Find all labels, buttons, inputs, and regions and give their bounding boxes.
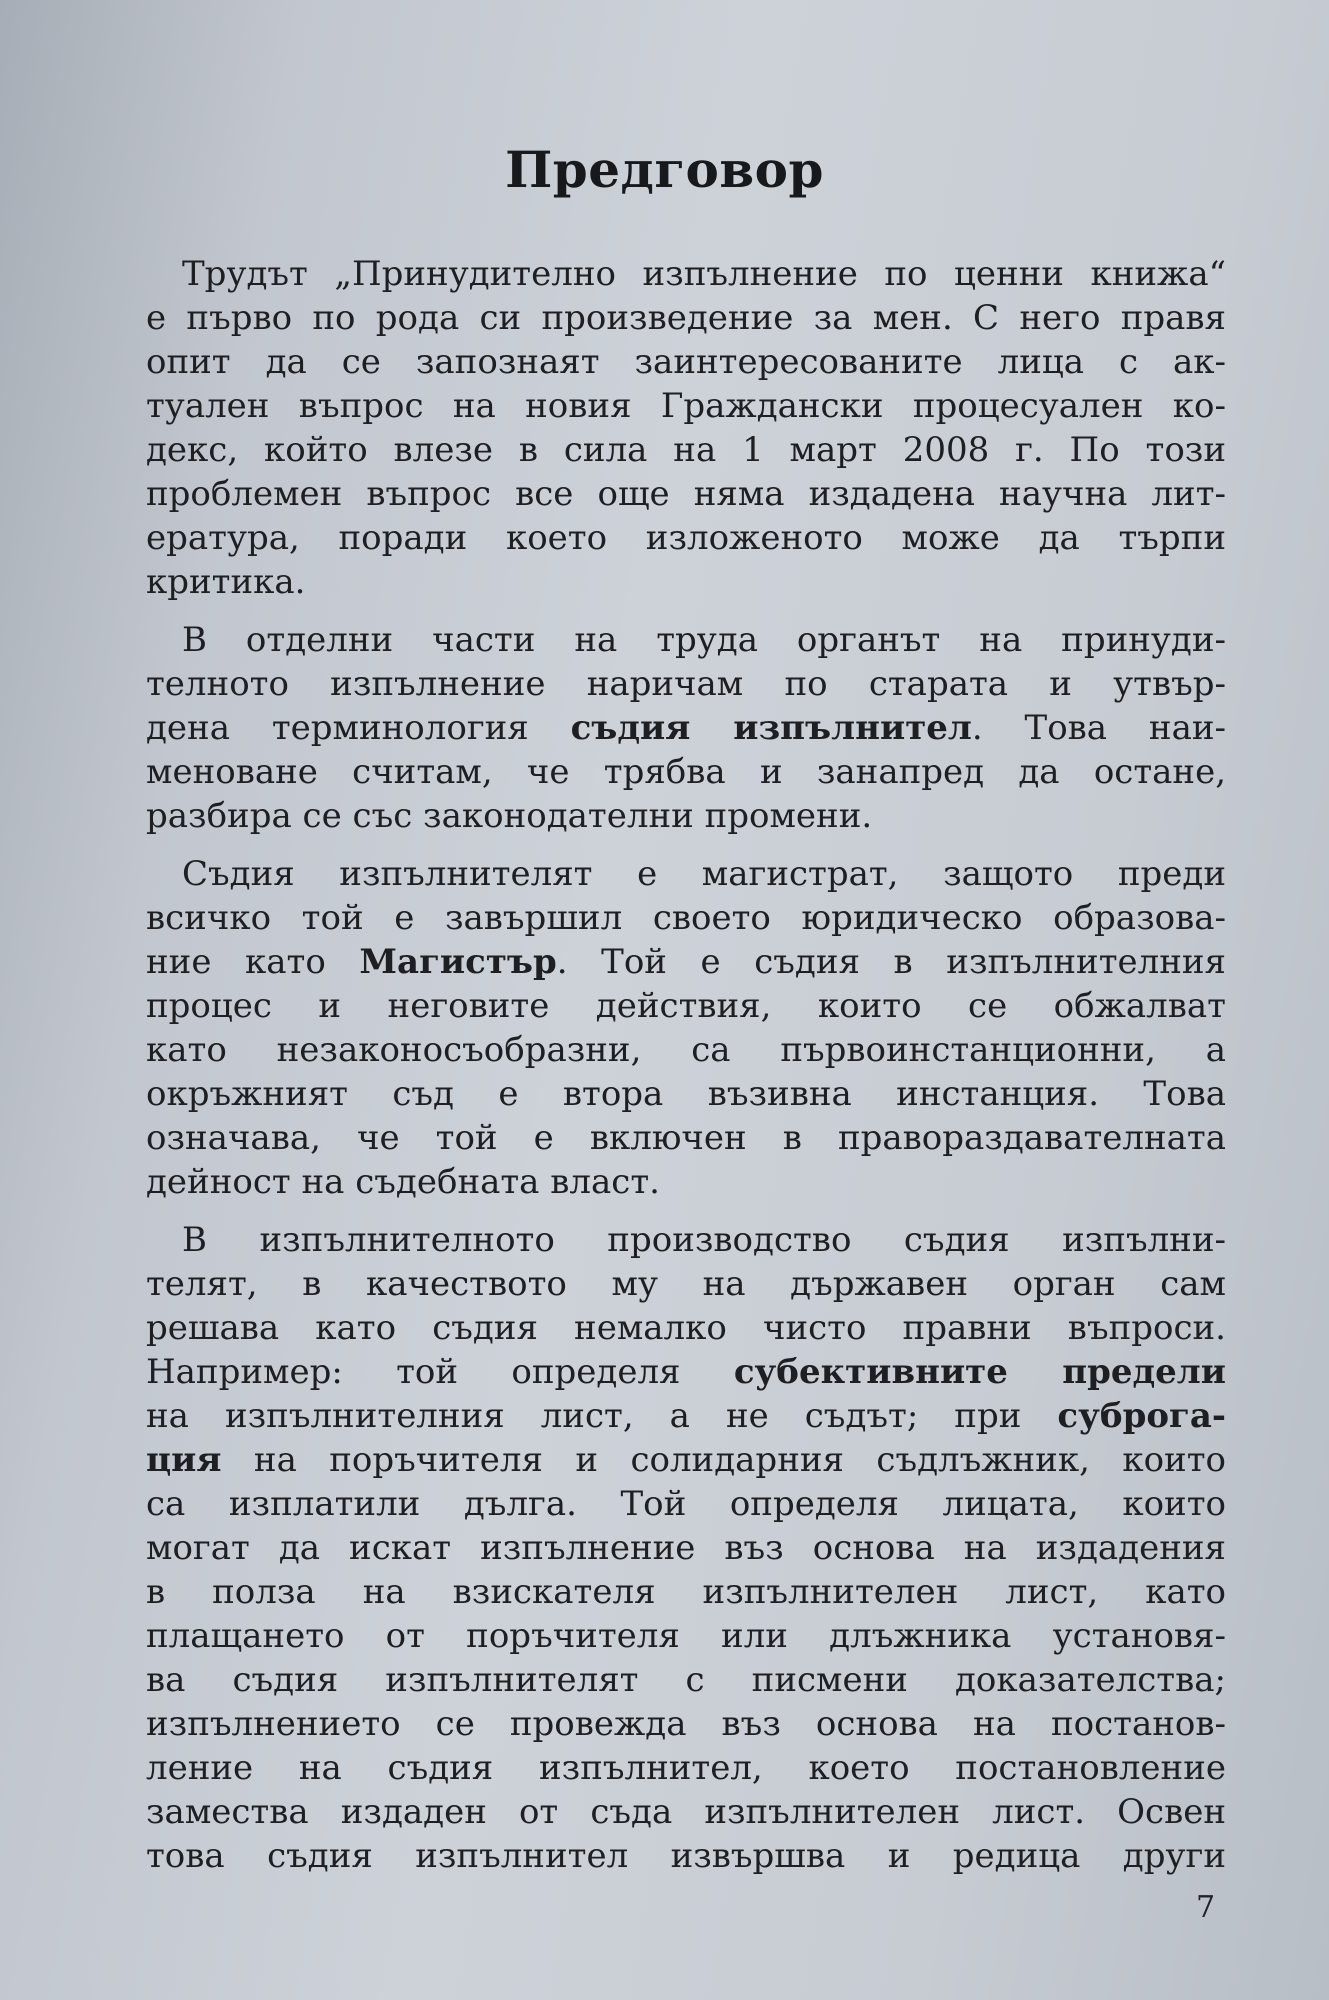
text-line: декс, който влезе в сила на 1 март 2008 г. По този — [146, 430, 1226, 470]
paragraph-3 — [146, 852, 1226, 1204]
text-line: е първо по рода си произведение за мен. С него правя — [146, 298, 1226, 338]
text-line: туален въпрос на новия Граждански процесуален ко- — [146, 386, 1226, 426]
text-line: разбира се със законодателни промени. — [146, 796, 873, 836]
page-title: Предговор — [505, 140, 824, 199]
text-line: телят, в качеството му на държавен орган сам — [146, 1264, 1226, 1304]
text-segment: на изпълнителния лист, а не съдът; при — [146, 1396, 1058, 1436]
text-line: Трудът „Принудително изпълнение по ценни книжа“ — [182, 254, 1226, 294]
text-line: В отделни части на труда органът на принуди- — [182, 620, 1226, 660]
text-line: решава като съдия немалко чисто правни въпроси. — [146, 1308, 1226, 1348]
text-line-mixed — [146, 1394, 1226, 1438]
body-text — [146, 252, 1226, 1878]
text-segment: . Това наи- — [971, 708, 1226, 748]
text-segment: . Той е съдия в изпълнителния — [556, 942, 1227, 982]
text-segment: Например: той определя — [146, 1352, 734, 1392]
text-line: плащането от поръчителя или длъжника установя- — [146, 1616, 1226, 1656]
paragraph-2 — [146, 618, 1226, 838]
text-line: меноване считам, че трябва и занапред да остане, — [146, 752, 1226, 792]
bold-term: суброга- — [1057, 1396, 1226, 1436]
text-line: могат да искат изпълнение въз основа на издадения — [146, 1528, 1226, 1568]
bold-term: субективните предели — [733, 1352, 1226, 1392]
text-line-mixed — [146, 940, 1226, 984]
text-segment: ние като — [146, 942, 360, 982]
bold-term: съдия изпълнител — [570, 708, 972, 748]
text-line: критика. — [146, 562, 306, 602]
text-line-mixed — [146, 706, 1226, 750]
text-line: са изплатили дълга. Той определя лицата, които — [146, 1484, 1226, 1524]
text-segment: дена терминология — [146, 708, 571, 748]
text-line: окръжният съд е втора възивна инстанция. Това — [146, 1074, 1226, 1114]
text-line: проблемен въпрос все още няма издадена научна лит- — [146, 474, 1226, 514]
text-segment: на поръчителя и солидарния съдлъжник, които — [221, 1440, 1226, 1480]
text-line: в полза на взискателя изпълнителен лист, като — [146, 1572, 1226, 1612]
page-number: 7 — [1196, 1890, 1216, 1925]
text-line: ва съдия изпълнителят с писмени доказателства; — [146, 1660, 1226, 1700]
paragraph-4 — [146, 1218, 1226, 1878]
text-line: опит да се запознаят заинтересованите лица с ак- — [146, 342, 1226, 382]
text-line: ление на съдия изпълнител, което постановление — [146, 1748, 1226, 1788]
text-line: изпълнението се провежда въз основа на постанов- — [146, 1704, 1226, 1744]
bold-term: Магистър — [359, 942, 557, 982]
text-line: означава, че той е включен в правораздавателната — [146, 1118, 1226, 1158]
text-line: дейност на съдебната власт. — [146, 1162, 660, 1202]
text-line: ература, поради което изложеното може да търпи — [146, 518, 1226, 558]
text-line: като незаконосъобразни, са първоинстанционни, а — [146, 1030, 1226, 1070]
text-line-mixed — [146, 1438, 1226, 1482]
text-line: това съдия изпълнител извършва и редица други — [146, 1836, 1226, 1876]
text-line: замества издаден от съда изпълнителен лист. Освен — [146, 1792, 1226, 1832]
text-line: процес и неговите действия, които се обжалват — [146, 986, 1226, 1026]
bold-term: ция — [146, 1440, 222, 1480]
text-line: телното изпълнение наричам по старата и утвър- — [146, 664, 1226, 704]
text-line: всичко той е завършил своето юридическо образова- — [146, 898, 1226, 938]
paragraph-1 — [146, 252, 1226, 604]
text-line: В изпълнителното производство съдия изпълни- — [182, 1220, 1226, 1260]
text-line: Съдия изпълнителят е магистрат, защото преди — [182, 854, 1226, 894]
text-line-mixed — [146, 1350, 1226, 1394]
